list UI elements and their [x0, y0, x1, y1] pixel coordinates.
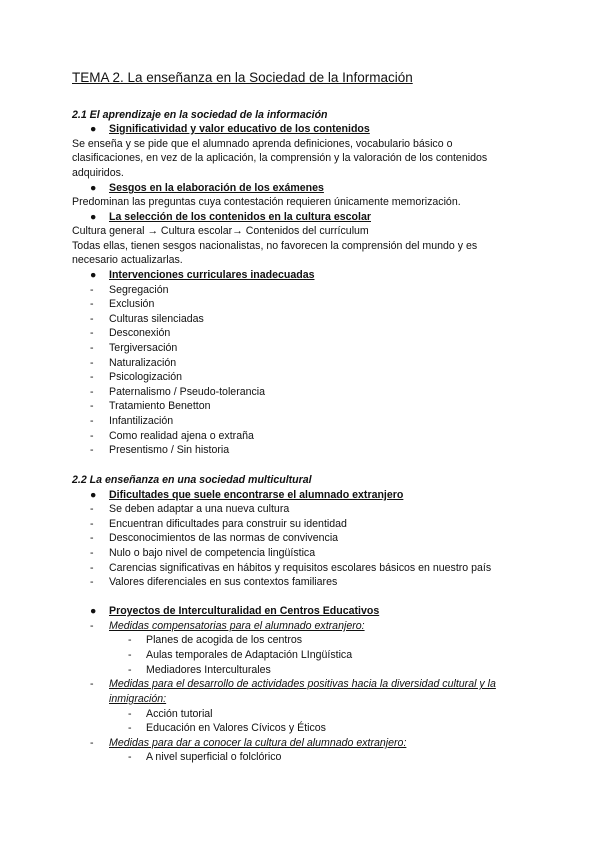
bullet-label: Sesgos en la elaboración de los exámenes: [109, 182, 324, 194]
bullet-heading-proyectos: [72, 604, 528, 618]
paragraph-line: Se enseña y se pide que el alumnado aprenda definiciones, vocabulario básico o: [72, 138, 453, 150]
measure-item: [72, 736, 528, 750]
list-item: [72, 575, 528, 589]
list-item-label: Naturalización: [109, 357, 177, 369]
sub-list-item-label: Planes de acogida de los centros: [146, 634, 303, 646]
list-item: [72, 429, 528, 443]
bullet-icon: ●: [90, 123, 97, 135]
sub-list-item: [72, 707, 528, 721]
list-item-label: Se deben adaptar a una nueva cultura: [109, 503, 290, 515]
dash-icon: -: [90, 342, 94, 354]
list-item: [72, 341, 528, 355]
list-item: [72, 399, 528, 413]
sub-list-item-label: A nivel superficial o folclórico: [146, 751, 282, 763]
dash-icon: -: [90, 284, 94, 296]
dash-icon: -: [128, 634, 132, 646]
sub-list-item-label: Acción tutorial: [146, 708, 213, 720]
list-item-label: Presentismo / Sin historia: [109, 444, 230, 456]
list-item-label: Encuentran dificultades para construir su identidad: [109, 518, 347, 530]
paragraph-line: Cultura general → Cultura escolar→ Contenidos del currículum: [72, 225, 369, 237]
dash-icon: -: [90, 371, 94, 383]
dash-icon: -: [90, 313, 94, 325]
bullet-label: Intervenciones curriculares inadecuadas: [109, 269, 315, 281]
dash-icon: -: [128, 722, 132, 734]
paragraph-line: adquiridos.: [72, 167, 124, 179]
dash-icon: -: [90, 327, 94, 339]
measure-label: inmigración:: [109, 693, 167, 705]
paragraph-line: clasificaciones, en vez de la aplicación, la comprensión y la valoración de los contenidos: [72, 152, 488, 164]
dash-icon: -: [90, 737, 94, 749]
section-heading-2-1: 2.1 El aprendizaje en la sociedad de la información: [72, 109, 328, 121]
list-item-label: Paternalismo / Pseudo-tolerancia: [109, 386, 266, 398]
sub-list-item: [72, 633, 528, 647]
measure-item: [72, 619, 528, 633]
dash-icon: -: [90, 503, 94, 515]
list-item-label: Tratamiento Benetton: [109, 400, 211, 412]
dash-icon: -: [90, 430, 94, 442]
list-item: [72, 546, 528, 560]
dash-icon: -: [90, 518, 94, 530]
section-heading-2-2: 2.2 La enseñanza en una sociedad multicultural: [72, 474, 312, 486]
dash-icon: -: [90, 357, 94, 369]
sub-list-item: [72, 721, 528, 735]
dash-icon: -: [90, 444, 94, 456]
list-item: [72, 531, 528, 545]
list-item: [72, 517, 528, 531]
dash-icon: -: [90, 620, 94, 632]
list-item: [72, 297, 528, 311]
bullet-heading-significatividad: [72, 122, 528, 136]
bullet-heading-seleccion: [72, 210, 528, 224]
sub-list-item: [72, 648, 528, 662]
bullet-heading-dificultades: [72, 488, 528, 502]
list-item: [72, 414, 528, 428]
dash-icon: -: [90, 532, 94, 544]
list-item-label: Exclusión: [109, 298, 155, 310]
measure-label: Medidas compensatorias para el alumnado extranjero:: [109, 620, 365, 632]
measure-item-continued: [72, 692, 528, 706]
list-item: [72, 356, 528, 370]
bullet-label: Significatividad y valor educativo de los contenidos: [109, 123, 370, 135]
page-title: TEMA 2. La enseñanza en la Sociedad de la Información: [72, 70, 413, 85]
list-item-label: Nulo o bajo nivel de competencia lingüística: [109, 547, 316, 559]
list-item-label: Desconocimientos de las normas de convivencia: [109, 532, 339, 544]
dash-icon: -: [128, 664, 132, 676]
bullet-heading-intervenciones: [72, 268, 528, 282]
sub-list-item-label: Mediadores Interculturales: [146, 664, 271, 676]
list-item-label: Segregación: [109, 284, 169, 296]
measure-item: [72, 677, 528, 691]
dash-icon: -: [128, 751, 132, 763]
list-item-label: Desconexión: [109, 327, 171, 339]
list-item: [72, 502, 528, 516]
bullet-icon: ●: [90, 605, 97, 617]
sub-list-item: [72, 750, 528, 764]
dash-icon: -: [90, 386, 94, 398]
bullet-icon: ●: [90, 182, 97, 194]
sub-list-item: [72, 663, 528, 677]
dash-icon: -: [90, 678, 94, 690]
list-item-label: Psicologización: [109, 371, 183, 383]
list-item-label: Infantilización: [109, 415, 174, 427]
paragraph-line: necesario actualizarlas.: [72, 254, 183, 266]
dash-icon: -: [90, 547, 94, 559]
bullet-heading-sesgos: [72, 181, 528, 195]
list-item-label: Valores diferenciales en sus contextos familiares: [109, 576, 338, 588]
measure-label: Medidas para dar a conocer la cultura del alumnado extranjero:: [109, 737, 407, 749]
list-item-label: Como realidad ajena o extraña: [109, 430, 254, 442]
dash-icon: -: [90, 576, 94, 588]
sub-list-item-label: Educación en Valores Cívicos y Éticos: [146, 722, 326, 734]
paragraph-line: Todas ellas, tienen sesgos nacionalistas, no favorecen la comprensión del mundo y es: [72, 240, 478, 252]
list-item: [72, 443, 528, 457]
list-item-label: Culturas silenciadas: [109, 313, 204, 325]
dash-icon: -: [90, 298, 94, 310]
list-item: [72, 326, 528, 340]
dash-icon: -: [128, 708, 132, 720]
bullet-icon: ●: [90, 269, 97, 281]
paragraph-line: Predominan las preguntas cuya contestación requieren únicamente memorización.: [72, 196, 461, 208]
list-item-label: Tergiversación: [109, 342, 178, 354]
measure-label: Medidas para el desarrollo de actividades positivas hacia la diversidad cultural y la: [109, 678, 496, 690]
bullet-label: Dificultades que suele encontrarse el alumnado extranjero: [109, 489, 404, 501]
bullet-label: La selección de los contenidos en la cultura escolar: [109, 211, 371, 223]
dash-icon: -: [90, 562, 94, 574]
bullet-icon: ●: [90, 489, 97, 501]
dash-icon: -: [90, 415, 94, 427]
list-item-label: Carencias significativas en hábitos y requisitos escolares básicos en nuestro país: [109, 562, 492, 574]
list-item: [72, 283, 528, 297]
bullet-icon: ●: [90, 211, 97, 223]
list-item: [72, 312, 528, 326]
list-item: [72, 370, 528, 384]
dash-icon: -: [128, 649, 132, 661]
list-item: [72, 385, 528, 399]
list-item: [72, 561, 528, 575]
sub-list-item-label: Aulas temporales de Adaptación LIngüística: [146, 649, 353, 661]
bullet-label: Proyectos de Interculturalidad en Centros Educativos: [109, 605, 380, 617]
dash-icon: -: [90, 400, 94, 412]
